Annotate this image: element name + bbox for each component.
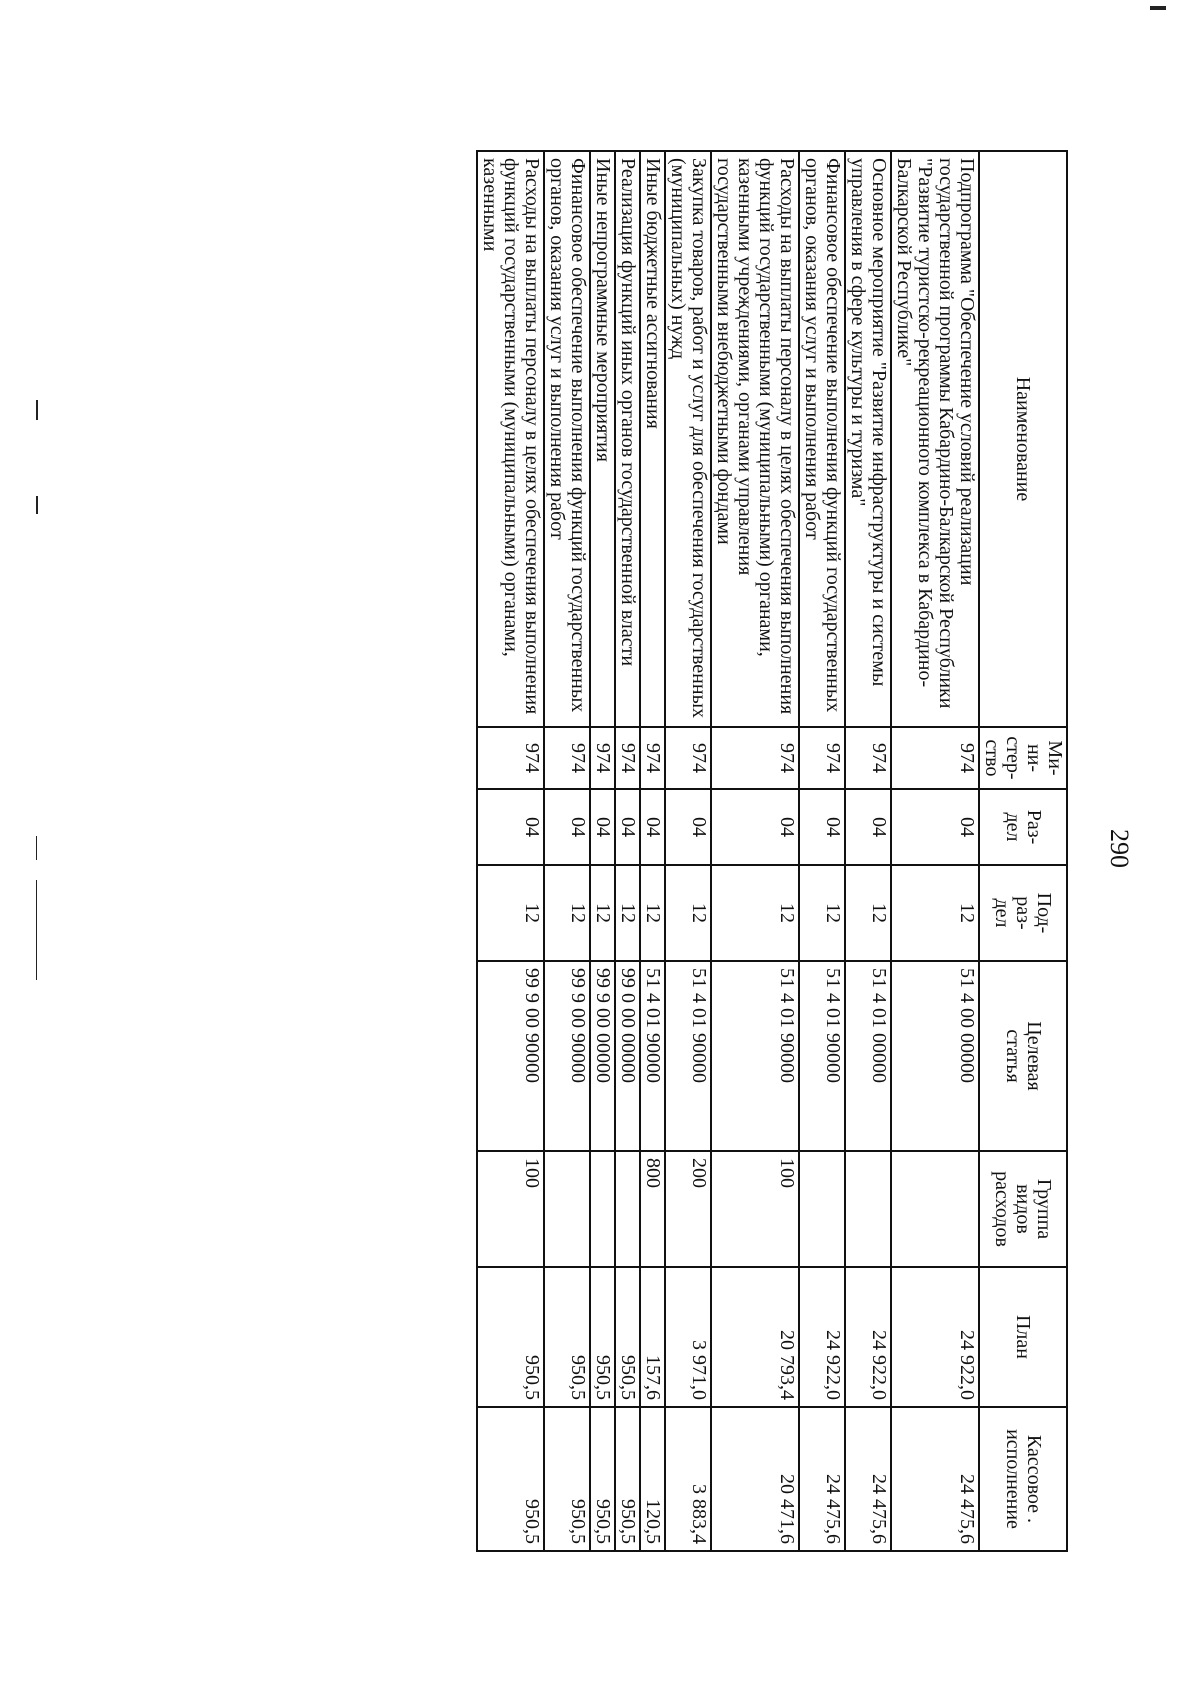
cell-execution: 950,5	[590, 1407, 615, 1551]
table-row	[845, 151, 891, 1551]
cell-target: 99 9 00 00000	[590, 961, 615, 1151]
cell-group	[891, 1151, 979, 1267]
cell-ministry: 974	[845, 727, 891, 789]
cell-subsection: 12	[590, 865, 615, 961]
cell-plan: 3 971,0	[665, 1267, 711, 1407]
col-header-name: Наименование	[979, 151, 1067, 727]
col-header-group: Группа видов расходов	[979, 1151, 1067, 1267]
cell-ministry: 974	[477, 727, 544, 789]
cell-execution: 120,5	[640, 1407, 665, 1551]
cell-group	[799, 1151, 845, 1267]
cell-group	[544, 1151, 590, 1267]
cell-subsection: 12	[544, 865, 590, 961]
cell-plan: 950,5	[477, 1267, 544, 1407]
cell-group: 800	[640, 1151, 665, 1267]
cell-ministry: 974	[891, 727, 979, 789]
cell-execution: 24 475,6	[799, 1407, 845, 1551]
table-body	[477, 151, 979, 1551]
cell-execution: 24 475,6	[845, 1407, 891, 1551]
cell-target: 51 4 01 90000	[799, 961, 845, 1151]
cell-plan: 24 922,0	[845, 1267, 891, 1407]
cell-section: 04	[477, 789, 544, 865]
cell-section: 04	[615, 789, 640, 865]
cell-execution: 20 471,6	[711, 1407, 799, 1551]
scan-mark-top-right	[1150, 6, 1166, 10]
scan-mark-left-2	[36, 496, 38, 514]
cell-name: Основное мероприятие "Развитие инфраструктуры и системы управления в сфере культуры и туризма"	[845, 151, 891, 727]
col-header-target: Целевая статья	[979, 961, 1067, 1151]
cell-ministry: 974	[711, 727, 799, 789]
cell-subsection: 12	[845, 865, 891, 961]
cell-ministry: 974	[544, 727, 590, 789]
col-header-plan: План	[979, 1267, 1067, 1407]
cell-section: 04	[799, 789, 845, 865]
cell-subsection: 12	[891, 865, 979, 961]
cell-name: Подпрограмма "Обеспечение условий реализации государственной программы Кабардино-Балкарской Республики "Развитие туристско-рекреационного комплекса в Кабардино-Балкарской Республике"	[891, 151, 979, 727]
cell-target: 51 4 01 90000	[711, 961, 799, 1151]
cell-section: 04	[590, 789, 615, 865]
cell-target: 51 4 01 00000	[845, 961, 891, 1151]
table-row	[799, 151, 845, 1551]
cell-name: Финансовое обеспечение выполнения функций государственных органов, оказания услуг и выполнения работ	[799, 151, 845, 727]
col-header-subsection: Под- раз- дел	[979, 865, 1067, 961]
cell-plan: 24 922,0	[799, 1267, 845, 1407]
cell-subsection: 12	[711, 865, 799, 961]
cell-plan: 950,5	[590, 1267, 615, 1407]
cell-name: Расходы на выплаты персоналу в целях обеспечения выполнения функций государственными (муниципальными) органами, казенными учреждениями, органами управления государственными внебюджетными фондами	[711, 151, 799, 727]
cell-target: 99 9 00 90000	[477, 961, 544, 1151]
cell-section: 04	[640, 789, 665, 865]
cell-section: 04	[665, 789, 711, 865]
table-row	[590, 151, 615, 1551]
cell-target: 51 4 00 00000	[891, 961, 979, 1151]
cell-target: 51 4 01 90000	[665, 961, 711, 1151]
cell-group: 100	[711, 1151, 799, 1267]
cell-subsection: 12	[615, 865, 640, 961]
page-number: 290	[1105, 829, 1134, 868]
cell-name: Закупка товаров, работ и услуг для обеспечения государственных (муниципальных) нужд	[665, 151, 711, 727]
cell-target: 99 0 00 00000	[615, 961, 640, 1151]
cell-group	[590, 1151, 615, 1267]
cell-section: 04	[891, 789, 979, 865]
table-row	[477, 151, 544, 1551]
cell-group: 100	[477, 1151, 544, 1267]
cell-plan: 950,5	[615, 1267, 640, 1407]
cell-plan: 157,6	[640, 1267, 665, 1407]
col-header-section: Раз- дел	[979, 789, 1067, 865]
table-row	[615, 151, 640, 1551]
cell-execution: 24 475,6	[891, 1407, 979, 1551]
cell-group	[845, 1151, 891, 1267]
col-header-ministry: Ми- ни- стер- ство	[979, 727, 1067, 789]
cell-section: 04	[845, 789, 891, 865]
table-row	[711, 151, 799, 1551]
cell-execution: 950,5	[615, 1407, 640, 1551]
cell-plan: 24 922,0	[891, 1267, 979, 1407]
cell-name: Иные бюджетные ассигнования	[640, 151, 665, 727]
scan-mark-left-1	[36, 400, 38, 420]
cell-name: Расходы на выплаты персоналу в целях обеспечения выполнения функций государственными (муниципальными) органами, казенными	[477, 151, 544, 727]
cell-subsection: 12	[640, 865, 665, 961]
cell-ministry: 974	[590, 727, 615, 789]
cell-execution: 950,5	[544, 1407, 590, 1551]
cell-group	[615, 1151, 640, 1267]
cell-target: 99 9 00 90000	[544, 961, 590, 1151]
cell-subsection: 12	[665, 865, 711, 961]
cell-subsection: 12	[799, 865, 845, 961]
budget-table	[476, 150, 1068, 1552]
cell-name: Иные непрограммные мероприятия	[590, 151, 615, 727]
table-row	[544, 151, 590, 1551]
cell-plan: 20 793,4	[711, 1267, 799, 1407]
cell-execution: 950,5	[477, 1407, 544, 1551]
cell-ministry: 974	[799, 727, 845, 789]
cell-name: Финансовое обеспечение выполнения функций государственных органов, оказания услуг и выполнения работ	[544, 151, 590, 727]
cell-execution: 3 883,4	[665, 1407, 711, 1551]
cell-section: 04	[711, 789, 799, 865]
cell-ministry: 974	[665, 727, 711, 789]
col-header-execution: Кассовое . исполнение	[979, 1407, 1067, 1551]
cell-subsection: 12	[477, 865, 544, 961]
cell-ministry: 974	[640, 727, 665, 789]
scan-mark-left-4	[36, 880, 37, 980]
cell-plan: 950,5	[544, 1267, 590, 1407]
cell-target: 51 4 01 90000	[640, 961, 665, 1151]
table-header	[979, 151, 1067, 1551]
cell-group: 200	[665, 1151, 711, 1267]
table-row	[665, 151, 711, 1551]
table-row	[640, 151, 665, 1551]
table-row	[891, 151, 979, 1551]
cell-ministry: 974	[615, 727, 640, 789]
scan-mark-left-3	[36, 836, 37, 860]
cell-section: 04	[544, 789, 590, 865]
cell-name: Реализация функций иных органов государственной власти	[615, 151, 640, 727]
